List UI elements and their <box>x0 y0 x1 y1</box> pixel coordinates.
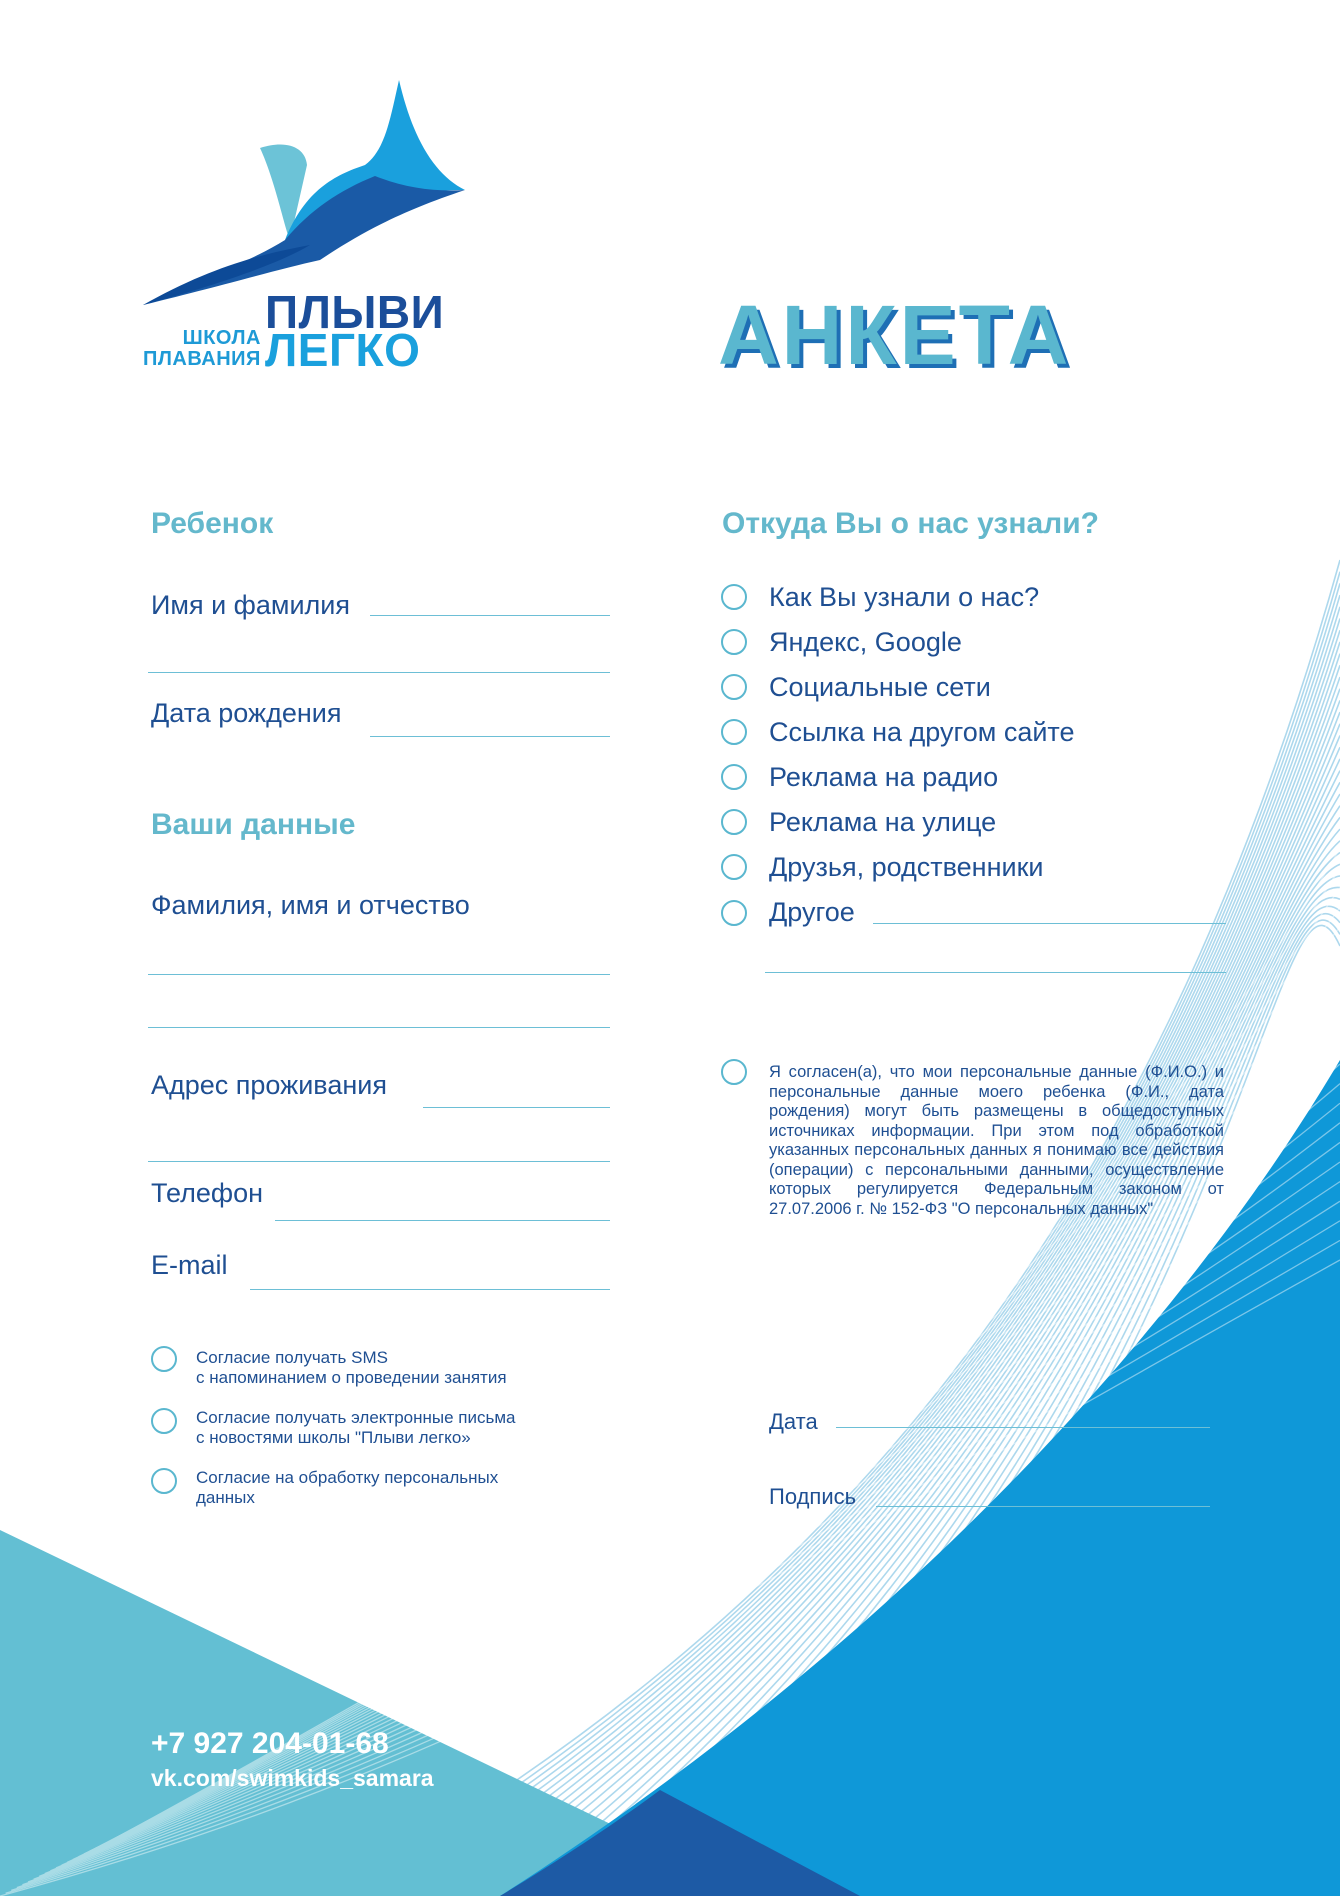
option-label: Яндекс, Google <box>769 627 962 657</box>
logo-brand-line1: ПЛЫВИ <box>265 286 445 338</box>
child-birth-label: Дата рождения <box>151 698 342 728</box>
logo-school-line2: ПЛАВАНИЯ <box>143 348 261 370</box>
option-radio[interactable] <box>721 674 747 700</box>
option-label: Реклама на улице <box>769 807 997 837</box>
personal-data-consent-text: Я согласен(а), что мои персональные данные (Ф.И.О.) и персональные данные моего ребенка (Ф.И., дата рождения) могут быть размещены в общедоступных источниках информации. При этом под обработкой указанных персональных данных я понимаю все действия (операции) с персональными данными, осуществление которых регулируется Федеральным законом от 27.07.2006 г. № 152-ФЗ "О персональных данных" <box>769 1063 1224 1218</box>
data-consent-radio[interactable] <box>151 1468 177 1494</box>
option-radio[interactable] <box>721 584 747 610</box>
sms-consent-line2: с напоминанием о проведении занятия <box>196 1368 507 1387</box>
sms-consent-line1: Согласие получать SMS <box>196 1348 388 1367</box>
option-label: Ссылка на другом сайте <box>769 717 1075 747</box>
option-radio[interactable] <box>721 629 747 655</box>
form-title: АНКЕТА <box>718 288 1072 382</box>
option-radio[interactable] <box>721 809 747 835</box>
address-label: Адрес проживания <box>151 1070 387 1100</box>
option-radio[interactable] <box>721 854 747 880</box>
source-heading: Откуда Вы о нас узнали? <box>722 507 1099 540</box>
child-birth-line[interactable] <box>370 736 610 737</box>
phone-line[interactable] <box>275 1220 610 1221</box>
child-name-label: Имя и фамилия <box>151 590 351 620</box>
manta-ray-logo-icon <box>135 80 475 310</box>
child-name-line-1[interactable] <box>370 615 610 616</box>
email-label: E-mail <box>151 1250 228 1280</box>
sms-consent-text <box>196 1348 507 1388</box>
parent-fio-label: Фамилия, имя и отчество <box>151 890 470 920</box>
footer-phone: +7 927 204-01-68 <box>151 1727 389 1760</box>
sms-consent-radio[interactable] <box>151 1346 177 1372</box>
email-line[interactable] <box>250 1289 610 1290</box>
email-consent-line1: Согласие получать электронные письма <box>196 1408 516 1427</box>
other-line-1[interactable] <box>873 923 1226 924</box>
option-label: Как Вы узнали о нас? <box>769 582 1040 612</box>
date-label: Дата <box>769 1409 818 1434</box>
address-line-1[interactable] <box>423 1107 610 1108</box>
email-consent-radio[interactable] <box>151 1408 177 1434</box>
option-label: Друзья, родственники <box>769 852 1044 882</box>
parent-fio-line-1[interactable] <box>148 974 610 975</box>
data-consent-line2: данных <box>196 1488 255 1507</box>
data-consent-text <box>196 1468 498 1508</box>
email-consent-text <box>196 1408 516 1448</box>
option-radio[interactable] <box>721 764 747 790</box>
option-label-other: Другое <box>769 897 855 927</box>
personal-data-consent-radio[interactable] <box>721 1059 747 1085</box>
option-radio[interactable] <box>721 719 747 745</box>
data-consent-line1: Согласие на обработку персональных <box>196 1468 499 1487</box>
logo-brand-line2: ЛЕГКО <box>265 324 421 376</box>
parent-heading: Ваши данные <box>151 808 356 841</box>
phone-label: Телефон <box>151 1178 264 1208</box>
address-line-2[interactable] <box>148 1161 610 1162</box>
child-heading: Ребенок <box>151 507 274 540</box>
option-label: Социальные сети <box>769 672 991 702</box>
child-name-line-2[interactable] <box>148 672 610 673</box>
logo-school-line1: ШКОЛА <box>182 327 261 349</box>
other-line-2[interactable] <box>765 972 1226 973</box>
footer-vk-link[interactable]: vk.com/swimkids_samara <box>151 1765 434 1791</box>
option-radio-other[interactable] <box>721 900 747 926</box>
date-line[interactable] <box>836 1427 1210 1428</box>
signature-label: Подпись <box>769 1484 857 1509</box>
parent-fio-line-2[interactable] <box>148 1027 610 1028</box>
email-consent-line2: с новостями школы "Плыви легко» <box>196 1428 471 1447</box>
signature-line[interactable] <box>876 1506 1210 1507</box>
option-label: Реклама на радио <box>769 762 999 792</box>
